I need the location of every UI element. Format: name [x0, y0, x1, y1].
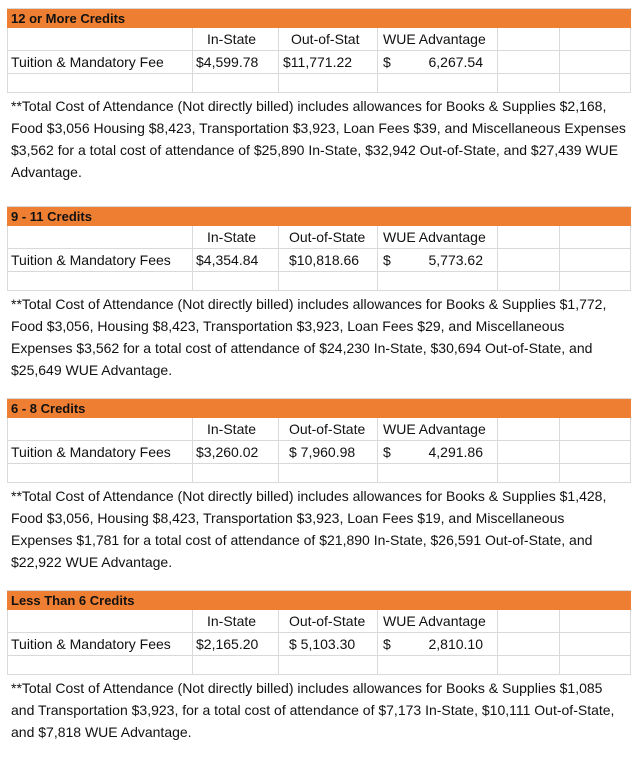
section-title[interactable]: 6 - 8 Credits: [7, 398, 631, 418]
out-of-state-value[interactable]: $11,771.22: [279, 51, 378, 73]
empty-cell[interactable]: [7, 226, 193, 248]
wue-value[interactable]: [378, 441, 498, 463]
empty-cell[interactable]: [7, 464, 193, 482]
empty-cell[interactable]: [378, 74, 498, 92]
section-less-than-6-credits: [7, 590, 631, 757]
empty-cell[interactable]: [7, 610, 193, 632]
empty-cell[interactable]: [498, 464, 560, 482]
empty-cell[interactable]: [498, 28, 560, 50]
empty-cell[interactable]: [560, 464, 631, 482]
table-row: [7, 51, 631, 74]
wue-value[interactable]: [378, 249, 498, 271]
empty-cell[interactable]: [193, 464, 279, 482]
empty-cell[interactable]: [7, 418, 193, 440]
wue-value[interactable]: [378, 51, 498, 73]
fee-table: [7, 226, 631, 291]
empty-cell[interactable]: [498, 418, 560, 440]
empty-cell[interactable]: [498, 610, 560, 632]
empty-cell[interactable]: [560, 272, 631, 290]
wue-amount: 5,773.62: [428, 252, 483, 268]
empty-cell[interactable]: [560, 610, 631, 632]
wue-header[interactable]: WUE Advantage: [378, 28, 498, 50]
empty-cell[interactable]: [560, 633, 631, 655]
empty-cell[interactable]: [378, 656, 498, 674]
in-state-value[interactable]: $4,599.78: [193, 51, 279, 73]
wue-amount: 6,267.54: [428, 54, 483, 70]
empty-cell[interactable]: [560, 656, 631, 674]
out-of-state-value[interactable]: $ 5,103.30: [279, 633, 378, 655]
cost-of-attendance-note: **Total Cost of Attendance (Not directly billed) includes allowances for Books & Supplies $1,428, Food $3,056, Housing $8,423, Transportation $3,923, Loan Fees $19, and Miscellaneous Expenses $1,781 for a total cost of attendance of $21,890 In-State, $26,591 Out-of-State, and $22,922 WUE Advantage.: [11, 488, 607, 570]
in-state-header[interactable]: In-State: [193, 226, 279, 248]
empty-cell[interactable]: [7, 656, 193, 674]
section-title[interactable]: Less Than 6 Credits: [7, 590, 631, 610]
row-label[interactable]: Tuition & Mandatory Fees: [7, 441, 193, 463]
in-state-value[interactable]: $4,354.84: [193, 249, 279, 271]
section-title[interactable]: 9 - 11 Credits: [7, 206, 631, 226]
empty-cell[interactable]: [498, 633, 560, 655]
currency-symbol: $: [383, 444, 391, 460]
empty-cell[interactable]: [7, 272, 193, 290]
empty-cell[interactable]: [378, 272, 498, 290]
currency-symbol: $: [383, 54, 391, 70]
wue-header[interactable]: WUE Advantage: [378, 610, 498, 632]
section-9-11-credits: [7, 206, 631, 397]
row-label[interactable]: Tuition & Mandatory Fee: [7, 51, 193, 73]
empty-cell[interactable]: [498, 441, 560, 463]
fee-table: [7, 610, 631, 675]
wue-header[interactable]: WUE Advantage: [378, 226, 498, 248]
in-state-header[interactable]: In-State: [193, 28, 279, 50]
empty-cell[interactable]: [498, 656, 560, 674]
spacer-row: [7, 272, 631, 291]
spacer-row: [7, 74, 631, 93]
section-6-8-credits: [7, 398, 631, 589]
empty-cell[interactable]: [279, 464, 378, 482]
empty-cell[interactable]: [193, 272, 279, 290]
spacer-row: [7, 656, 631, 675]
empty-cell[interactable]: [7, 74, 193, 92]
empty-cell[interactable]: [378, 464, 498, 482]
fee-table: [7, 418, 631, 483]
empty-cell[interactable]: [498, 74, 560, 92]
spacer-row: [7, 464, 631, 483]
currency-symbol: $: [383, 636, 391, 652]
out-of-state-header[interactable]: Out-of-Stat: [279, 28, 378, 50]
empty-cell[interactable]: [560, 28, 631, 50]
wue-header[interactable]: WUE Advantage: [378, 418, 498, 440]
table-row: [7, 249, 631, 272]
out-of-state-header[interactable]: Out-of-State: [279, 226, 378, 248]
empty-cell[interactable]: [560, 441, 631, 463]
empty-cell[interactable]: [560, 418, 631, 440]
out-of-state-header[interactable]: Out-of-State: [279, 610, 378, 632]
out-of-state-value[interactable]: $10,818.66: [279, 249, 378, 271]
empty-cell[interactable]: [279, 656, 378, 674]
empty-cell[interactable]: [193, 74, 279, 92]
section-title[interactable]: 12 or More Credits: [7, 8, 631, 28]
fee-table: [7, 28, 631, 93]
out-of-state-header[interactable]: Out-of-State: [279, 418, 378, 440]
in-state-value[interactable]: $2,165.20: [193, 633, 279, 655]
cost-of-attendance-note: **Total Cost of Attendance (Not directly billed) includes allowances for Books & Supplies $2,168, Food $3,056 Housing $8,423, Transportation $3,923, Loan Fees $39, and Miscellaneous Expenses $3,562 for a total cost of attendance of $25,890 In-State, $32,942 Out-of-State, and $27,439 WUE Advantage.: [11, 98, 626, 180]
empty-cell[interactable]: [7, 28, 193, 50]
currency-symbol: $: [383, 252, 391, 268]
table-row: [7, 633, 631, 656]
row-label[interactable]: Tuition & Mandatory Fees: [7, 633, 193, 655]
wue-amount: 4,291.86: [428, 444, 483, 460]
in-state-header[interactable]: In-State: [193, 610, 279, 632]
column-header-row: [7, 610, 631, 633]
wue-value[interactable]: [378, 633, 498, 655]
column-header-row: [7, 226, 631, 249]
empty-cell[interactable]: [498, 272, 560, 290]
column-header-row: [7, 418, 631, 441]
table-row: [7, 441, 631, 464]
empty-cell[interactable]: [560, 249, 631, 271]
empty-cell[interactable]: [560, 74, 631, 92]
in-state-header[interactable]: In-State: [193, 418, 279, 440]
empty-cell[interactable]: [193, 656, 279, 674]
cost-of-attendance-note: **Total Cost of Attendance (Not directly billed) includes allowances for Books & Supplies $1,085 and Transportation $3,923, for a total cost of attendance of $7,173 In-State, $10,111 Out-of-State, and $7,818 WUE Advantage.: [11, 680, 615, 740]
empty-cell[interactable]: [560, 51, 631, 73]
cost-of-attendance-note: **Total Cost of Attendance (Not directly billed) includes allowances for Books & Supplies $1,772, Food $3,056, Housing $8,423, Transportation $3,923, Loan Fees $29, and Miscellaneous Expenses $3,562 for a total cost of attendance of $24,230 In-State, $30,694 Out-of-State, and $25,649 WUE Advantage.: [11, 296, 607, 378]
empty-cell[interactable]: [279, 74, 378, 92]
wue-amount: 2,810.10: [428, 636, 483, 652]
empty-cell[interactable]: [560, 226, 631, 248]
empty-cell[interactable]: [498, 249, 560, 271]
section-12-plus-credits: [7, 8, 631, 199]
empty-cell[interactable]: [279, 272, 378, 290]
empty-cell[interactable]: [498, 226, 560, 248]
row-label[interactable]: Tuition & Mandatory Fees: [7, 249, 193, 271]
in-state-value[interactable]: $3,260.02: [193, 441, 279, 463]
out-of-state-value[interactable]: $ 7,960.98: [279, 441, 378, 463]
column-header-row: [7, 28, 631, 51]
empty-cell[interactable]: [498, 51, 560, 73]
